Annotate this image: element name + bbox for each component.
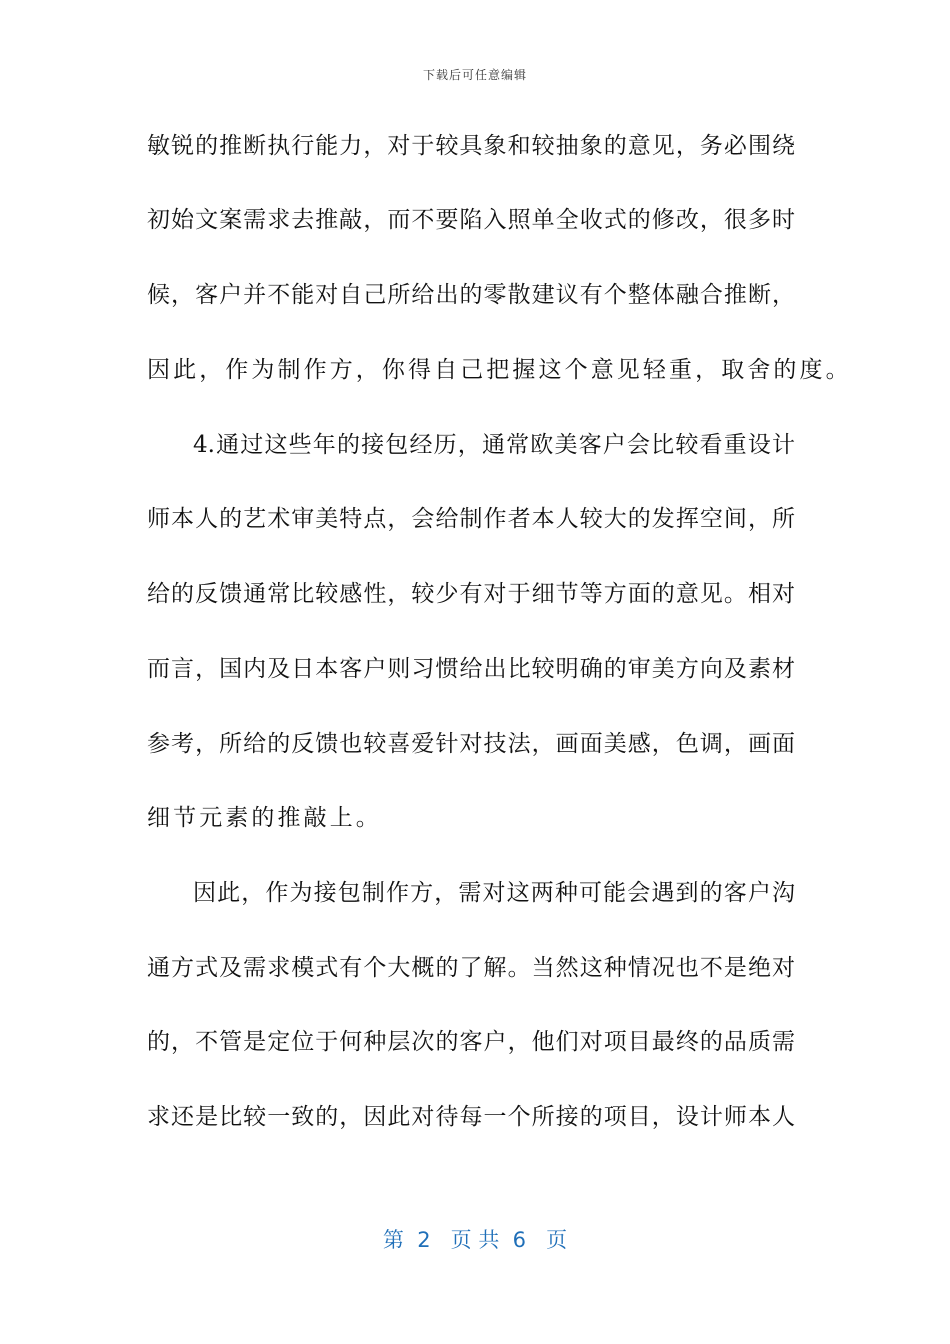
paragraph-line: 师本人的艺术审美特点，会给制作者本人较大的发挥空间，所 — [147, 506, 795, 532]
paragraph-line: 因此，作为制作方，你得自己把握这个意见轻重，取舍的度。 — [147, 357, 852, 383]
paragraph-line: 而言，国内及日本客户则习惯给出比较明确的审美方向及素材 — [147, 656, 795, 682]
paragraph-line: 4.通过这些年的接包经历，通常欧美客户会比较看重设计 — [193, 432, 795, 458]
paragraph-line: 初始文案需求去推敲，而不要陷入照单全收式的修改，很多时 — [147, 207, 795, 233]
page-header: 下载后可任意编辑 — [422, 68, 527, 82]
paragraph-line: 求还是比较一致的，因此对待每一个所接的项目，设计师本人 — [147, 1104, 795, 1130]
page-number: 第 2 页 共 6 页 — [382, 1228, 568, 1252]
paragraph-line: 候，客户并不能对自己所给出的零散建议有个整体融合推断， — [147, 282, 795, 308]
paragraph-line: 因此，作为接包制作方，需对这两种可能会遇到的客户沟 — [193, 880, 795, 906]
paragraph-line: 给的反馈通常比较感性，较少有对于细节等方面的意见。相对 — [147, 581, 795, 607]
paragraph-line: 敏锐的推断执行能力，对于较具象和较抽象的意见，务必围绕 — [147, 133, 795, 159]
paragraph-line: 的，不管是定位于何种层次的客户，他们对项目最终的品质需 — [147, 1029, 795, 1055]
paragraph-line: 通方式及需求模式有个大概的了解。当然这种情况也不是绝对 — [147, 955, 795, 981]
paragraph-line: 细节元素的推敲上。 — [147, 805, 382, 831]
paragraph-line: 参考，所给的反馈也较喜爱针对技法，画面美感，色调，画面 — [147, 731, 795, 757]
